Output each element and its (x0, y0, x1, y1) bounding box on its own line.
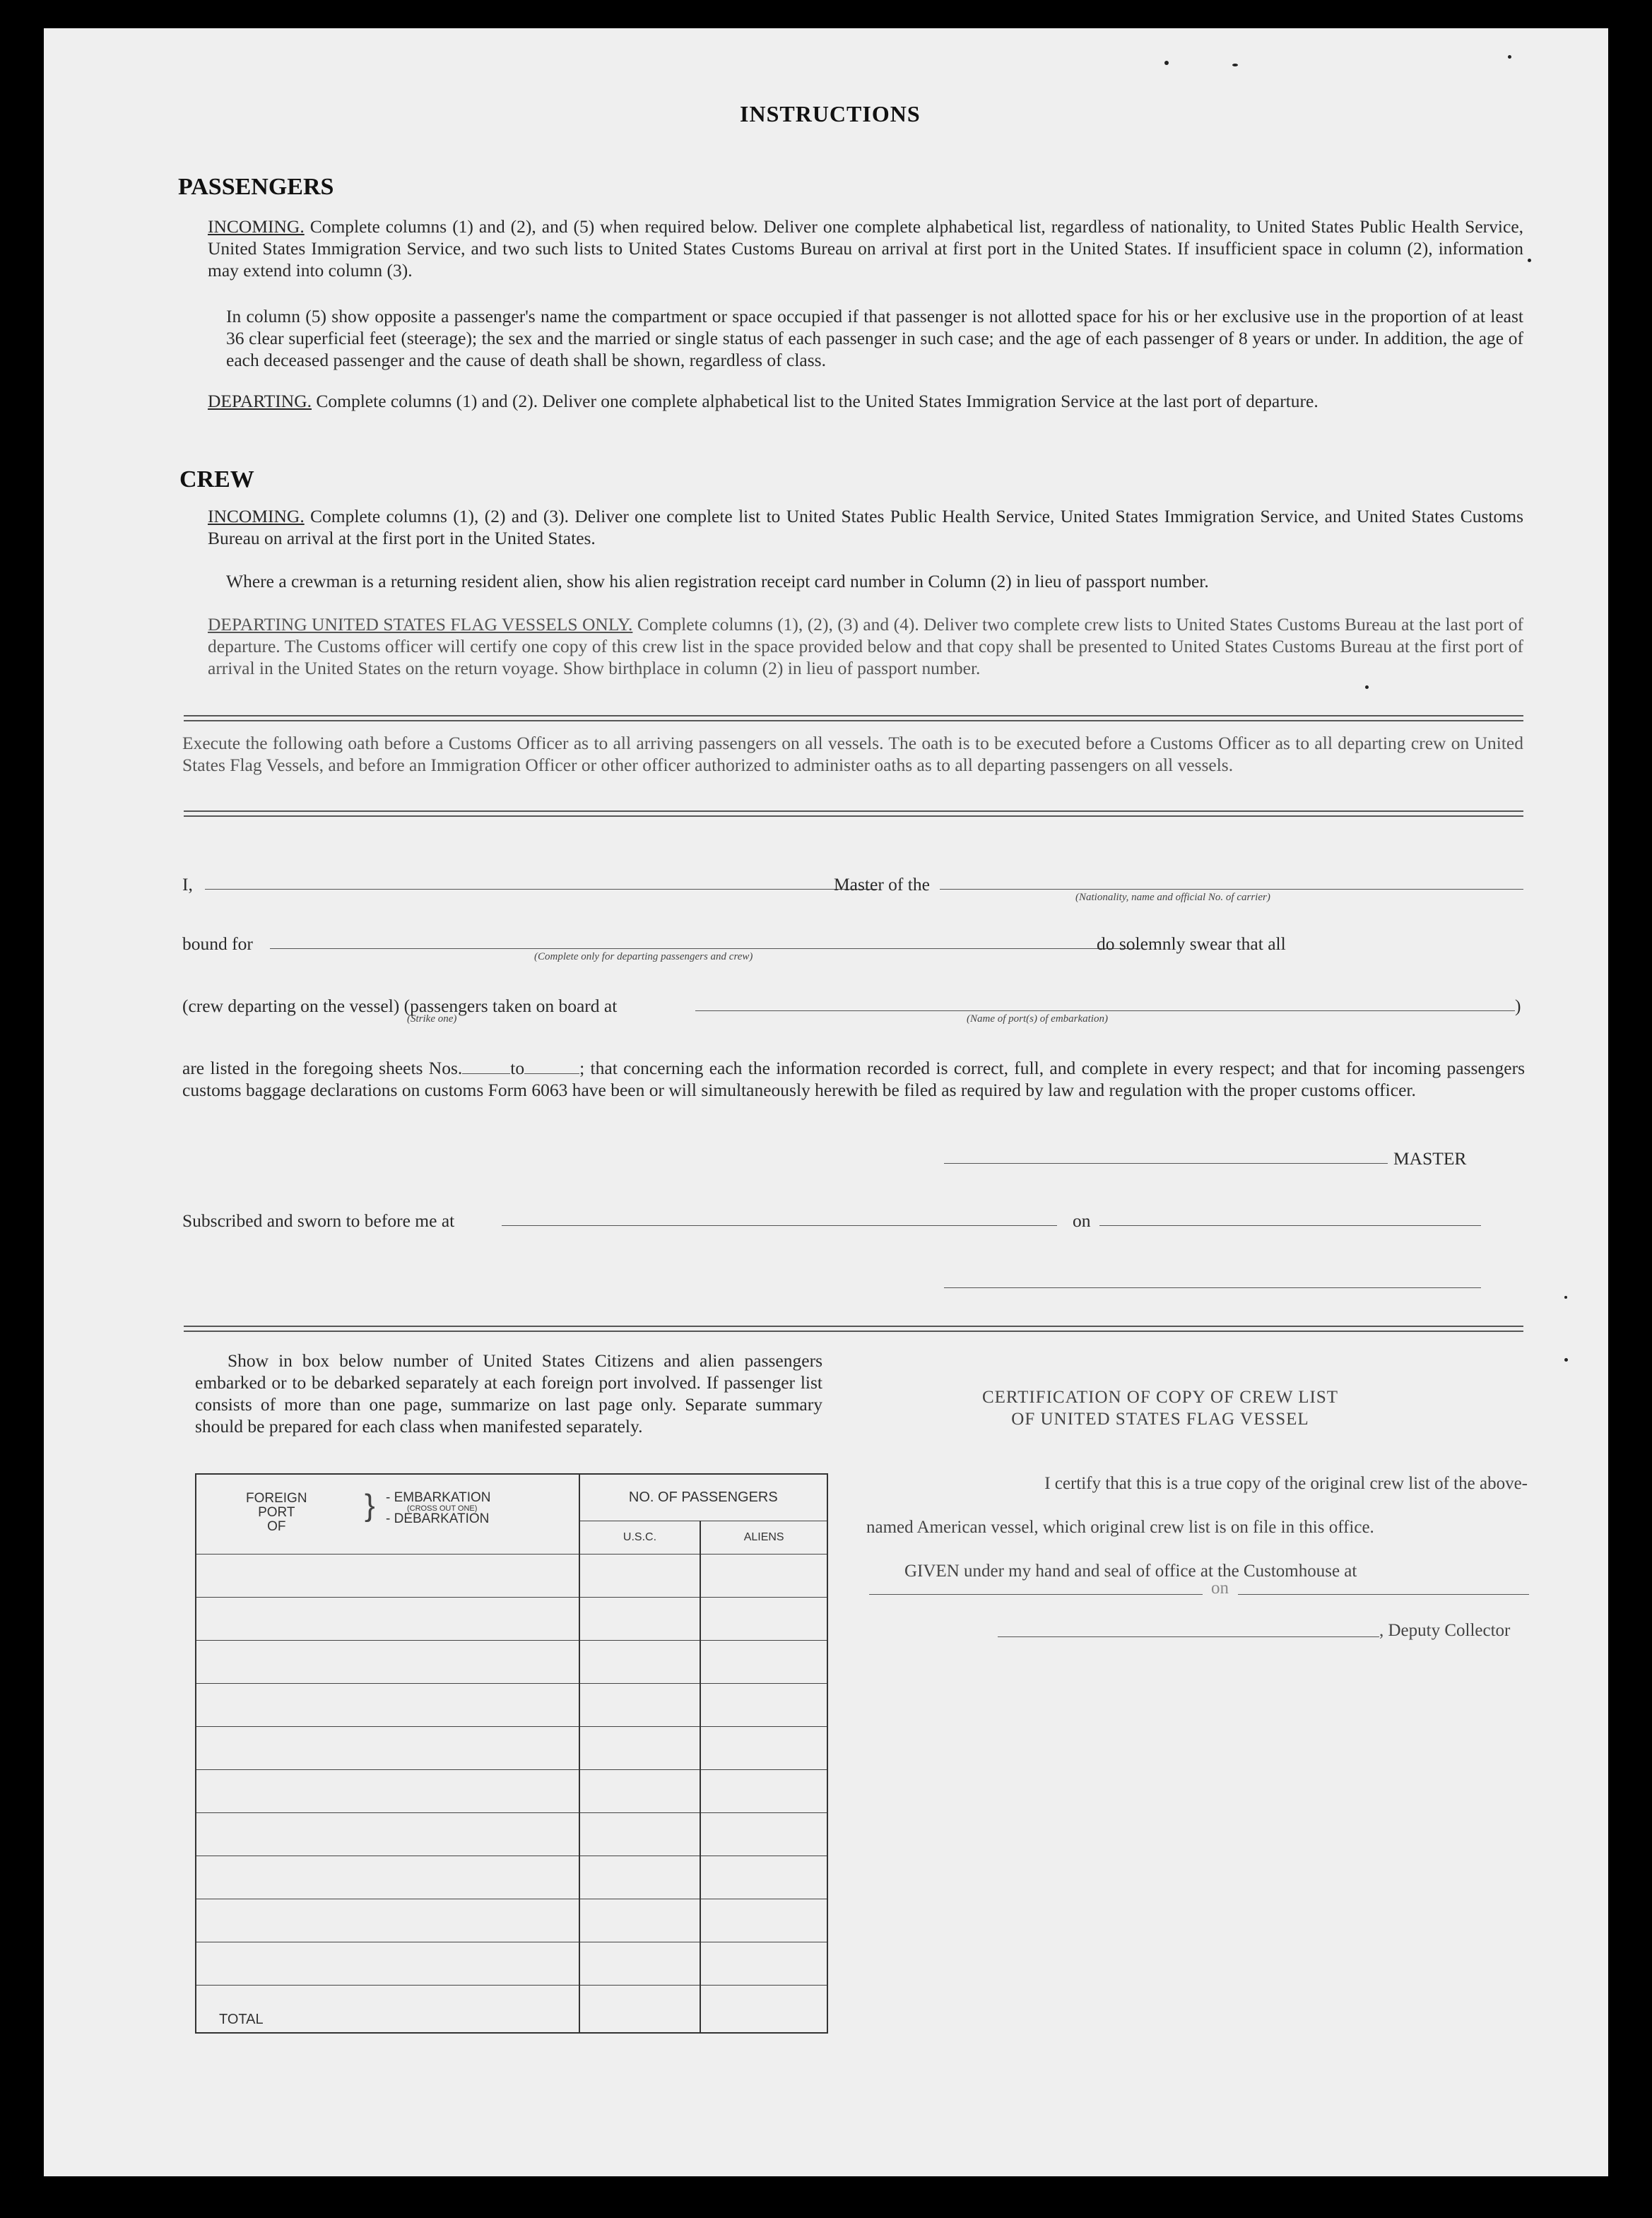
usc-cell[interactable] (579, 1856, 701, 1899)
table-row (196, 1856, 827, 1899)
foreign-port-of (246, 1492, 307, 1534)
ports-hint: (Name of port(s) of embarkation) (967, 1013, 1108, 1025)
usc-cell[interactable] (579, 1598, 701, 1641)
bound-for-hint: (Complete only for departing passengers and crew) (534, 951, 753, 962)
aliens-cell[interactable] (700, 1813, 827, 1856)
passengers-departing-paragraph (208, 390, 1523, 412)
usc-cell[interactable] (579, 1727, 701, 1770)
of-label: OF (267, 1519, 286, 1534)
table-row (196, 1770, 827, 1813)
subscribed-label: Subscribed and sworn to before me at (182, 1210, 455, 1231)
table-row (196, 1899, 827, 1942)
port-cell[interactable] (196, 1598, 579, 1641)
certification-title-line2: OF UNITED STATES FLAG VESSEL (1011, 1410, 1309, 1429)
usc-cell[interactable] (579, 1555, 701, 1598)
usc-cell[interactable] (579, 1641, 701, 1684)
total-label: TOTAL (196, 1986, 579, 2034)
aliens-cell[interactable] (700, 1770, 827, 1813)
aliens-cell[interactable] (700, 1684, 827, 1727)
passengers-heading: PASSENGERS (178, 174, 334, 200)
table-row (196, 1813, 827, 1856)
crew-heading: CREW (179, 466, 254, 492)
sheet-to-field[interactable] (524, 1073, 579, 1074)
master-label: MASTER (1393, 1148, 1467, 1169)
aliens-cell[interactable] (700, 1598, 827, 1641)
sworn-place-field[interactable] (502, 1225, 1057, 1226)
divider (184, 810, 1523, 812)
embarkation-label[interactable]: - EMBARKATION (386, 1490, 491, 1505)
oath-i-label: I, (182, 874, 193, 895)
aliens-cell[interactable] (700, 1641, 827, 1684)
debarkation-label[interactable]: - DEBARKATION (386, 1511, 490, 1526)
port-cell[interactable] (196, 1684, 579, 1727)
crew-passengers-choice: (crew departing on the vessel) (passengers taken on board at (182, 996, 618, 1016)
port-cell[interactable] (196, 1899, 579, 1942)
aliens-cell[interactable] (700, 1899, 827, 1942)
summary-instructions: Show in box below number of United States Citizens and alien passengers embarked or to be debarked separately at each foreign port involved. If passenger list consists of more than one page, summarize on last page only. Separate summary should be prepared for each class when manifested separately. (195, 1350, 822, 1437)
port-cell[interactable] (196, 1770, 579, 1813)
table-row (196, 1727, 827, 1770)
table-header-row (196, 1474, 827, 1521)
listed-paragraph (182, 1057, 1525, 1101)
scan-speck (1365, 685, 1369, 689)
aliens-cell[interactable] (700, 1856, 827, 1899)
page-title: INSTRUCTIONS (740, 101, 921, 126)
scan-speck (1528, 259, 1531, 262)
port-header-cell (196, 1474, 579, 1555)
scan-speck (1164, 61, 1169, 65)
cert-date-field[interactable] (1238, 1594, 1529, 1595)
passengers-incoming-paragraph (208, 216, 1523, 281)
passengers-departing-text: Complete columns (1) and (2). Deliver one complete alphabetical list to the United States Immigration Service at the last port of departure. (316, 391, 1318, 411)
aliens-cell[interactable] (700, 1555, 827, 1598)
table-row (196, 1684, 827, 1727)
usc-cell[interactable] (579, 1813, 701, 1856)
table-row (196, 1598, 827, 1641)
embarkation-port-field[interactable] (695, 1010, 1515, 1011)
passengers-column5-paragraph: In column (5) show opposite a passenger's name the compartment or space occupied if that passenger is not allotted space for his or her exclusive use in the proportion of at least 36 clear superficial feet (steerage); the sex and the married or single status of each passenger in such case; and the age of each passenger of 8 years or under. In addition, the age of each deceased passenger and the cause of death shall be shown, regardless of class. (226, 306, 1523, 370)
form-page (44, 28, 1608, 2176)
port-cell[interactable] (196, 1942, 579, 1986)
crew-resident-paragraph: Where a crewman is a returning resident alien, show his alien registration receipt card number in Column (2) in lieu of passport number. (226, 571, 1209, 591)
port-cell[interactable] (196, 1856, 579, 1899)
sworn-on-label: on (1073, 1210, 1091, 1231)
deputy-signature-field[interactable] (998, 1636, 1379, 1637)
listed-to: to (510, 1058, 525, 1078)
deputy-collector-label: , Deputy Collector (1379, 1621, 1511, 1640)
passengers-header-cell: NO. OF PASSENGERS (579, 1474, 827, 1521)
certification-title (871, 1386, 1450, 1430)
aliens-total-cell[interactable] (700, 1986, 827, 2034)
swear-text: do solemnly swear that all (1097, 933, 1286, 954)
oath-intro: Execute the following oath before a Customs Officer as to all arriving passengers on all vessels. The oath is to be executed before a Customs Officer as to all departing crew on United States Flag Vessels, and before an Immigration Officer or other officer authorized to administer oaths as to all departing passengers on all vessels. (182, 733, 1523, 775)
embark-options (386, 1492, 491, 1526)
crew-departing-text: Complete columns (1), (2), (3) and (4). Deliver two complete crew lists to United States Customs Bureau at the last port of departure. The Customs officer will certify one copy of this crew list in the space provided below and that copy shall be presented to United States Customs Bureau at the first port of arrival in the United States on the return voyage. Show birthplace in column (2) in lieu of passport number. (208, 614, 1524, 678)
scan-speck (1564, 1358, 1568, 1362)
brace-icon: } (365, 1488, 375, 1523)
divider (184, 720, 1523, 721)
listed-rest: ; that concerning each the information recorded is correct, full, and complete in every respect; and that for incoming passengers customs baggage declarations on customs Form 6063 have been or will simultaneously herewith be filed as required by law and regulation with the proper customs officer. (182, 1058, 1526, 1100)
crew-incoming-label: INCOMING. (208, 506, 305, 526)
passenger-summary-table (195, 1473, 828, 2034)
foreign-label: FOREIGN (246, 1491, 307, 1506)
certification-title-line1: CERTIFICATION OF COPY OF CREW LIST (981, 1388, 1339, 1407)
master-of-the-label: Master of the (834, 874, 930, 895)
usc-cell[interactable] (579, 1899, 701, 1942)
given-line: GIVEN under my hand and seal of office at the Customhouse at (904, 1562, 1357, 1581)
usc-cell[interactable] (579, 1942, 701, 1986)
bound-for-field[interactable] (270, 948, 1140, 949)
port-cell[interactable] (196, 1555, 579, 1598)
listed-start: are listed in the foregoing sheets Nos. (182, 1058, 463, 1078)
crew-incoming-paragraph (208, 505, 1523, 549)
divider (184, 1331, 1523, 1332)
port-label: PORT (258, 1505, 295, 1520)
cert-on-label: on (1211, 1579, 1229, 1598)
scan-speck (1564, 1296, 1567, 1299)
nationality-hint: (Nationality, name and official No. of carrier) (1075, 892, 1270, 903)
passengers-incoming-label: INCOMING. (208, 216, 305, 237)
sheet-from-field[interactable] (462, 1073, 510, 1074)
table-row (196, 1641, 827, 1684)
master-signature-field[interactable] (944, 1163, 1388, 1164)
officer-signature-field[interactable] (944, 1287, 1481, 1288)
master-name-field[interactable] (205, 889, 878, 890)
certify-line2: named American vessel, which original crew list is on file in this office. (866, 1518, 1374, 1537)
aliens-header: ALIENS (700, 1521, 827, 1554)
crew-departing-paragraph (208, 613, 1523, 679)
usc-total-cell[interactable] (579, 1986, 701, 2034)
port-cell[interactable] (196, 1813, 579, 1856)
aliens-cell[interactable] (700, 1727, 827, 1770)
table-row (196, 1555, 827, 1598)
usc-header: U.S.C. (579, 1521, 701, 1554)
cross-out-label: (CROSS OUT ONE) (407, 1504, 478, 1513)
aliens-cell[interactable] (700, 1942, 827, 1986)
bound-for-label: bound for (182, 933, 253, 954)
usc-cell[interactable] (579, 1770, 701, 1813)
customhouse-field[interactable] (869, 1594, 1203, 1595)
total-row (196, 1986, 827, 2034)
scan-speck (1232, 64, 1238, 66)
usc-cell[interactable] (579, 1684, 701, 1727)
sworn-date-field[interactable] (1099, 1225, 1481, 1226)
crew-departing-label: DEPARTING UNITED STATES FLAG VESSELS ONLY. (208, 614, 633, 635)
carrier-field[interactable] (940, 889, 1523, 890)
table-row (196, 1942, 827, 1986)
divider (184, 1326, 1523, 1327)
scan-speck (1508, 55, 1511, 59)
port-cell[interactable] (196, 1641, 579, 1684)
divider (184, 815, 1523, 817)
divider (184, 715, 1523, 716)
passengers-departing-label: DEPARTING. (208, 391, 312, 411)
strike-one-hint: (Strike one) (407, 1013, 457, 1025)
port-cell[interactable] (196, 1727, 579, 1770)
crew-incoming-text: Complete columns (1), (2) and (3). Deliver one complete list to United States Public Health Service, United States Immigration Service, and United States Customs Bureau on arrival at the first port in the United States. (208, 506, 1524, 548)
close-paren: ) (1515, 996, 1521, 1016)
certify-line1: I certify that this is a true copy of the original crew list of the above- (1044, 1474, 1528, 1493)
passengers-incoming-text: Complete columns (1) and (2), and (5) when required below. Deliver one complete alphabetical list, regardless of nationality, to United States Public Health Service, United States Immigration Service, and two such lists to United States Customs Bureau on arrival at first port in the United States. If insufficient space in column (2), information may extend into column (3). (208, 216, 1524, 281)
